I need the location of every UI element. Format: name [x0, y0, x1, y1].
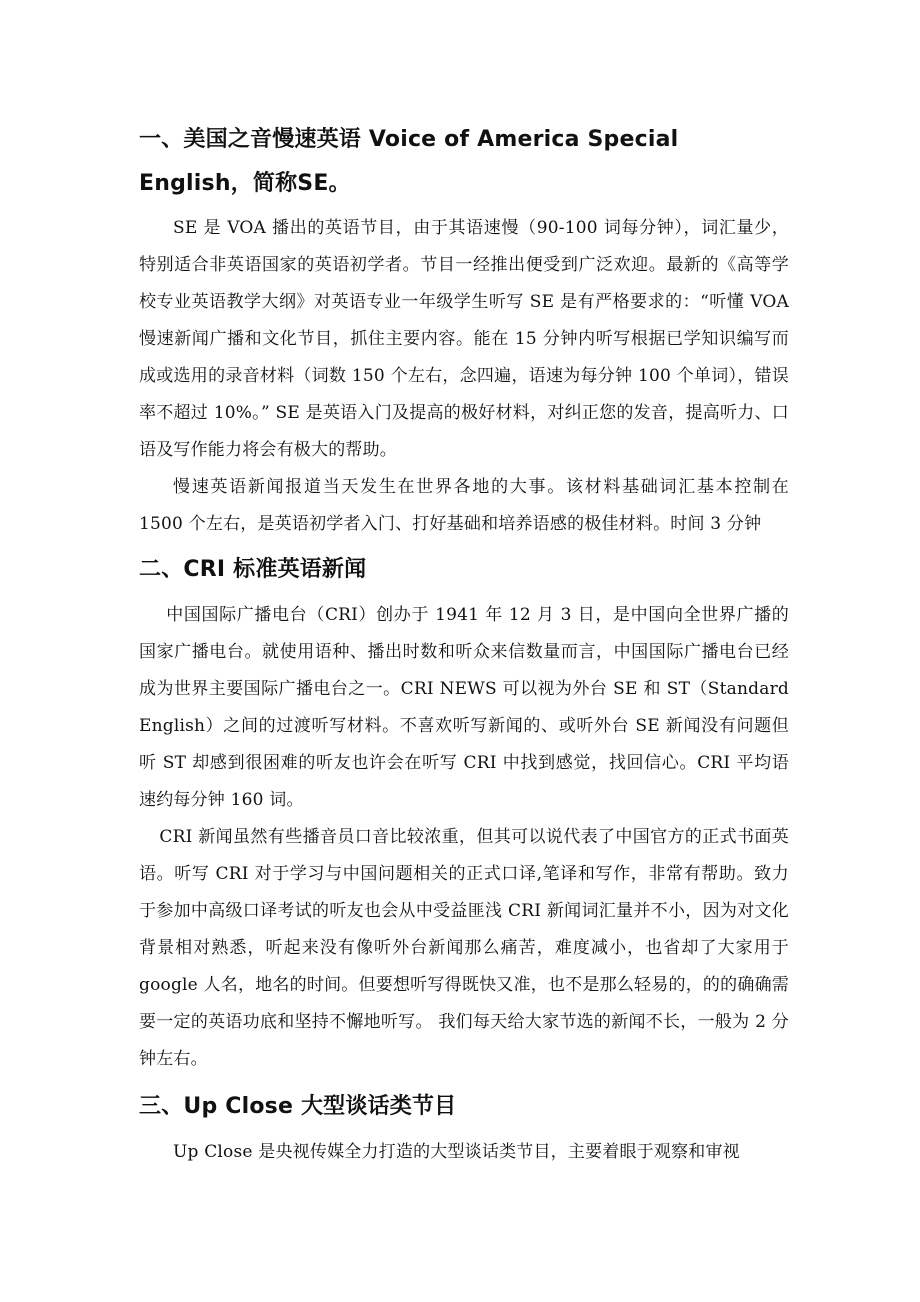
paragraph-voa-news: 慢速英语新闻报道当天发生在世界各地的大事。该材料基础词汇基本控制在 1500 个左右，是英语初学者入门、打好基础和培养语感的极佳材料。时间 3 分钟: [139, 477, 789, 534]
section-heading-voa: 一、美国之音慢速英语 Voice of America Special English，简称SE。: [139, 127, 679, 196]
section-spacer: [139, 1078, 789, 1086]
paragraph-voa-intro: SE 是 VOA 播出的英语节目，由于其语速慢（90-100 词每分钟），词汇量少，特别适合非英语国家的英语初学者。节目一经推出便受到广泛欢迎。最新的《高等学校专业英语教学大纲》对英语专业一年级学生听写 SE 是有严格要求的：“听懂 VOA 慢速新闻广播和文化节目，抓住主要内容。能在 15 分钟内听写根据已学知识编写而成或选用的录音材料（词数 150 个左右，念四遍，语速为每分钟 100 个单词），错误率不超过 10%。” SE 是英语入门及提高的极好材料，对纠正您的发音，提高听力、口语及写作能力将会有极大的帮助。: [139, 218, 789, 460]
paragraph-cri-detail: CRI 新闻虽然有些播音员口音比较浓重，但其可以说代表了中国官方的正式书面英语。听写 CRI 对于学习与中国问题相关的正式口译,笔译和写作，非常有帮助。致力于参加中高级口译考试的听友也会从中受益匪浅 CRI 新闻词汇量并不小，因为对文化背景相对熟悉，听起来没有像听外台新闻那么痛苦，难度减小，也省却了大家用于 google 人名，地名的时间。但要想听写得既快又准，也不是那么轻易的，的的确确需要一定的英语功底和坚持不懈地听写。 我们每天给大家节选的新闻不长，一般为 2 分钟左右。: [139, 827, 789, 1069]
paragraph-upclose-intro: Up Close 是央视传媒全力打造的大型谈话类节目，主要着眼于观察和审视: [173, 1142, 740, 1162]
section-heading-upclose: 三、Up Close 大型谈话类节目: [139, 1094, 457, 1119]
document-body: [139, 118, 789, 1171]
paragraph-cri-intro: 中国国际广播电台（CRI）创办于 1941 年 12 月 3 日，是中国向全世界广播的国家广播电台。就使用语种、播出时数和听众来信数量而言，中国国际广播电台已经成为世界主要国际广播电台之一。CRI NEWS 可以视为外台 SE 和 ST（Standard English）之间的过渡听写材料。不喜欢听写新闻的、或听外台 SE 新闻没有问题但听 ST 却感到很困难的听友也许会在听写 CRI 中找到感觉，找回信心。CRI 平均语速约每分钟 160 词。: [139, 605, 789, 810]
section-heading-cri: 二、CRI 标准英语新闻: [139, 557, 367, 582]
